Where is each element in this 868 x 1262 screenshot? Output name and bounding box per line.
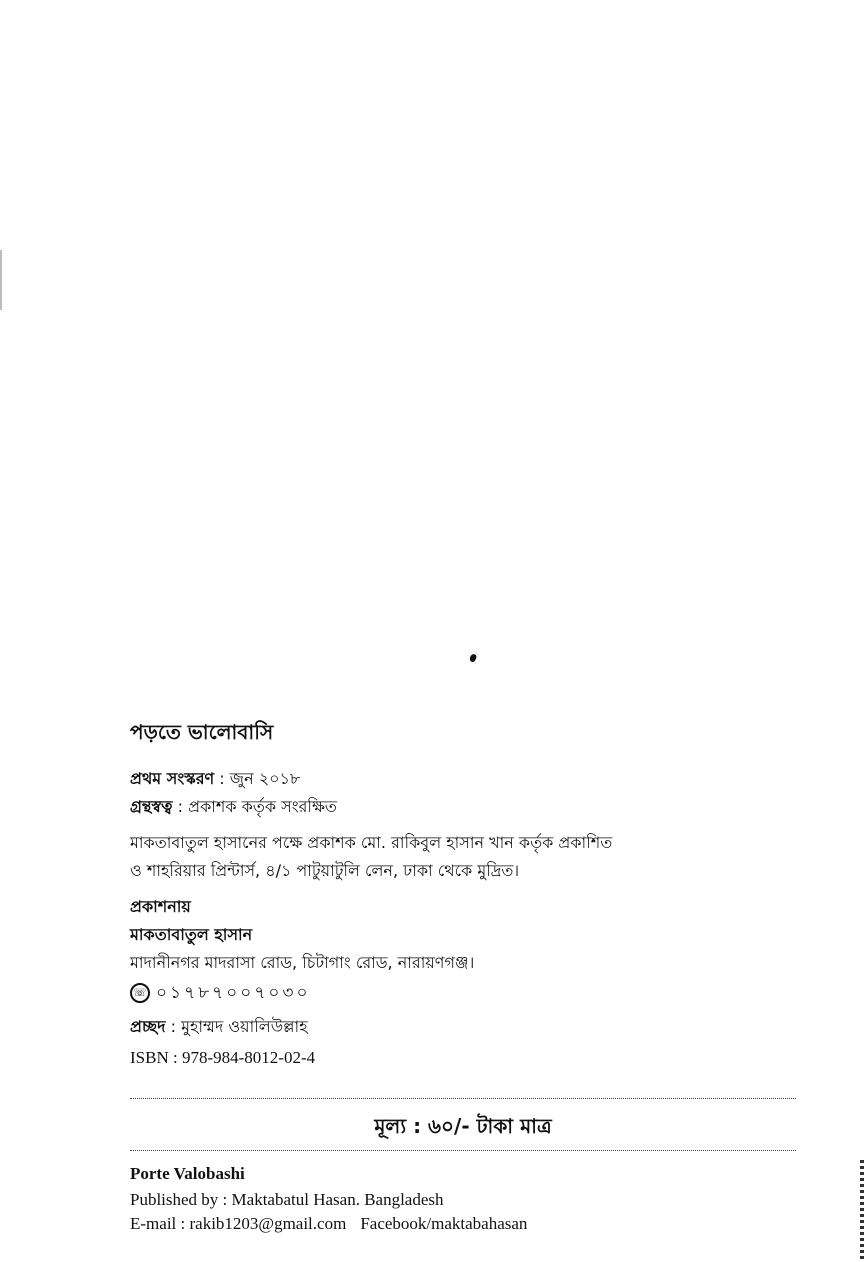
- edition-label: প্রথম সংস্করণ: [130, 769, 215, 788]
- copyright-value: : প্রকাশক কর্তৃক সংরক্ষিত: [172, 797, 337, 816]
- footer-published-by: Published by : Maktabatul Hasan. Bangladesh: [130, 1190, 444, 1209]
- cover-line: [130, 1014, 308, 1041]
- book-title: পড়তে ভালোবাসি: [130, 720, 274, 744]
- cover-label: প্রচ্ছদ: [130, 1017, 166, 1036]
- edition-value: : জুন ২০১৮: [214, 769, 301, 788]
- copyright-label: গ্রন্থস্বত্ব: [130, 797, 173, 816]
- divider-bottom: [130, 1150, 796, 1151]
- divider-top: [130, 1098, 796, 1099]
- price-line: মূল্য : ৬০/- টাকা মাত্র: [374, 1114, 552, 1138]
- phone-icon: ☏: [130, 983, 150, 1003]
- cover-value: : মুহাম্মদ ওয়ালিউল্লাহ: [165, 1017, 308, 1036]
- phone-number: ০১৭৮৭০০৭০৩০: [156, 983, 311, 1003]
- copyright-line: [130, 794, 337, 821]
- publisher-address: মাদানীনগর মাদরাসা রোড, চিটাগাং রোড, নারায়ণগঞ্জ।: [130, 953, 475, 972]
- publisher-label: প্রকাশনায়: [130, 897, 191, 916]
- phone-line: [130, 980, 311, 1008]
- isbn: ISBN : 978-984-8012-02-4: [130, 1048, 316, 1067]
- footer-title: Porte Valobashi: [130, 1164, 245, 1183]
- scan-edge-right: [860, 1160, 864, 1262]
- print-line-2: ও শাহরিয়ার প্রিন্টার্স, ৪/১ পাটুয়াটুলি লেন, ঢাকা থেকে মুদ্রিত।: [130, 861, 520, 880]
- edition-line: [130, 766, 300, 793]
- publisher-name: মাকতাবাতুল হাসান: [130, 925, 253, 944]
- footer-contact: [130, 1214, 527, 1234]
- scan-edge-left: [0, 250, 2, 310]
- print-line-1: মাকতাবাতুল হাসানের পক্ষে প্রকাশক মো. রাকিবুল হাসান খান কর্তৃক প্রকাশিত: [130, 833, 613, 852]
- footer-email: E-mail : rakib1203@gmail.com: [130, 1214, 347, 1233]
- footer-facebook: Facebook/maktabahasan: [360, 1214, 528, 1233]
- ink-speck: [468, 653, 477, 663]
